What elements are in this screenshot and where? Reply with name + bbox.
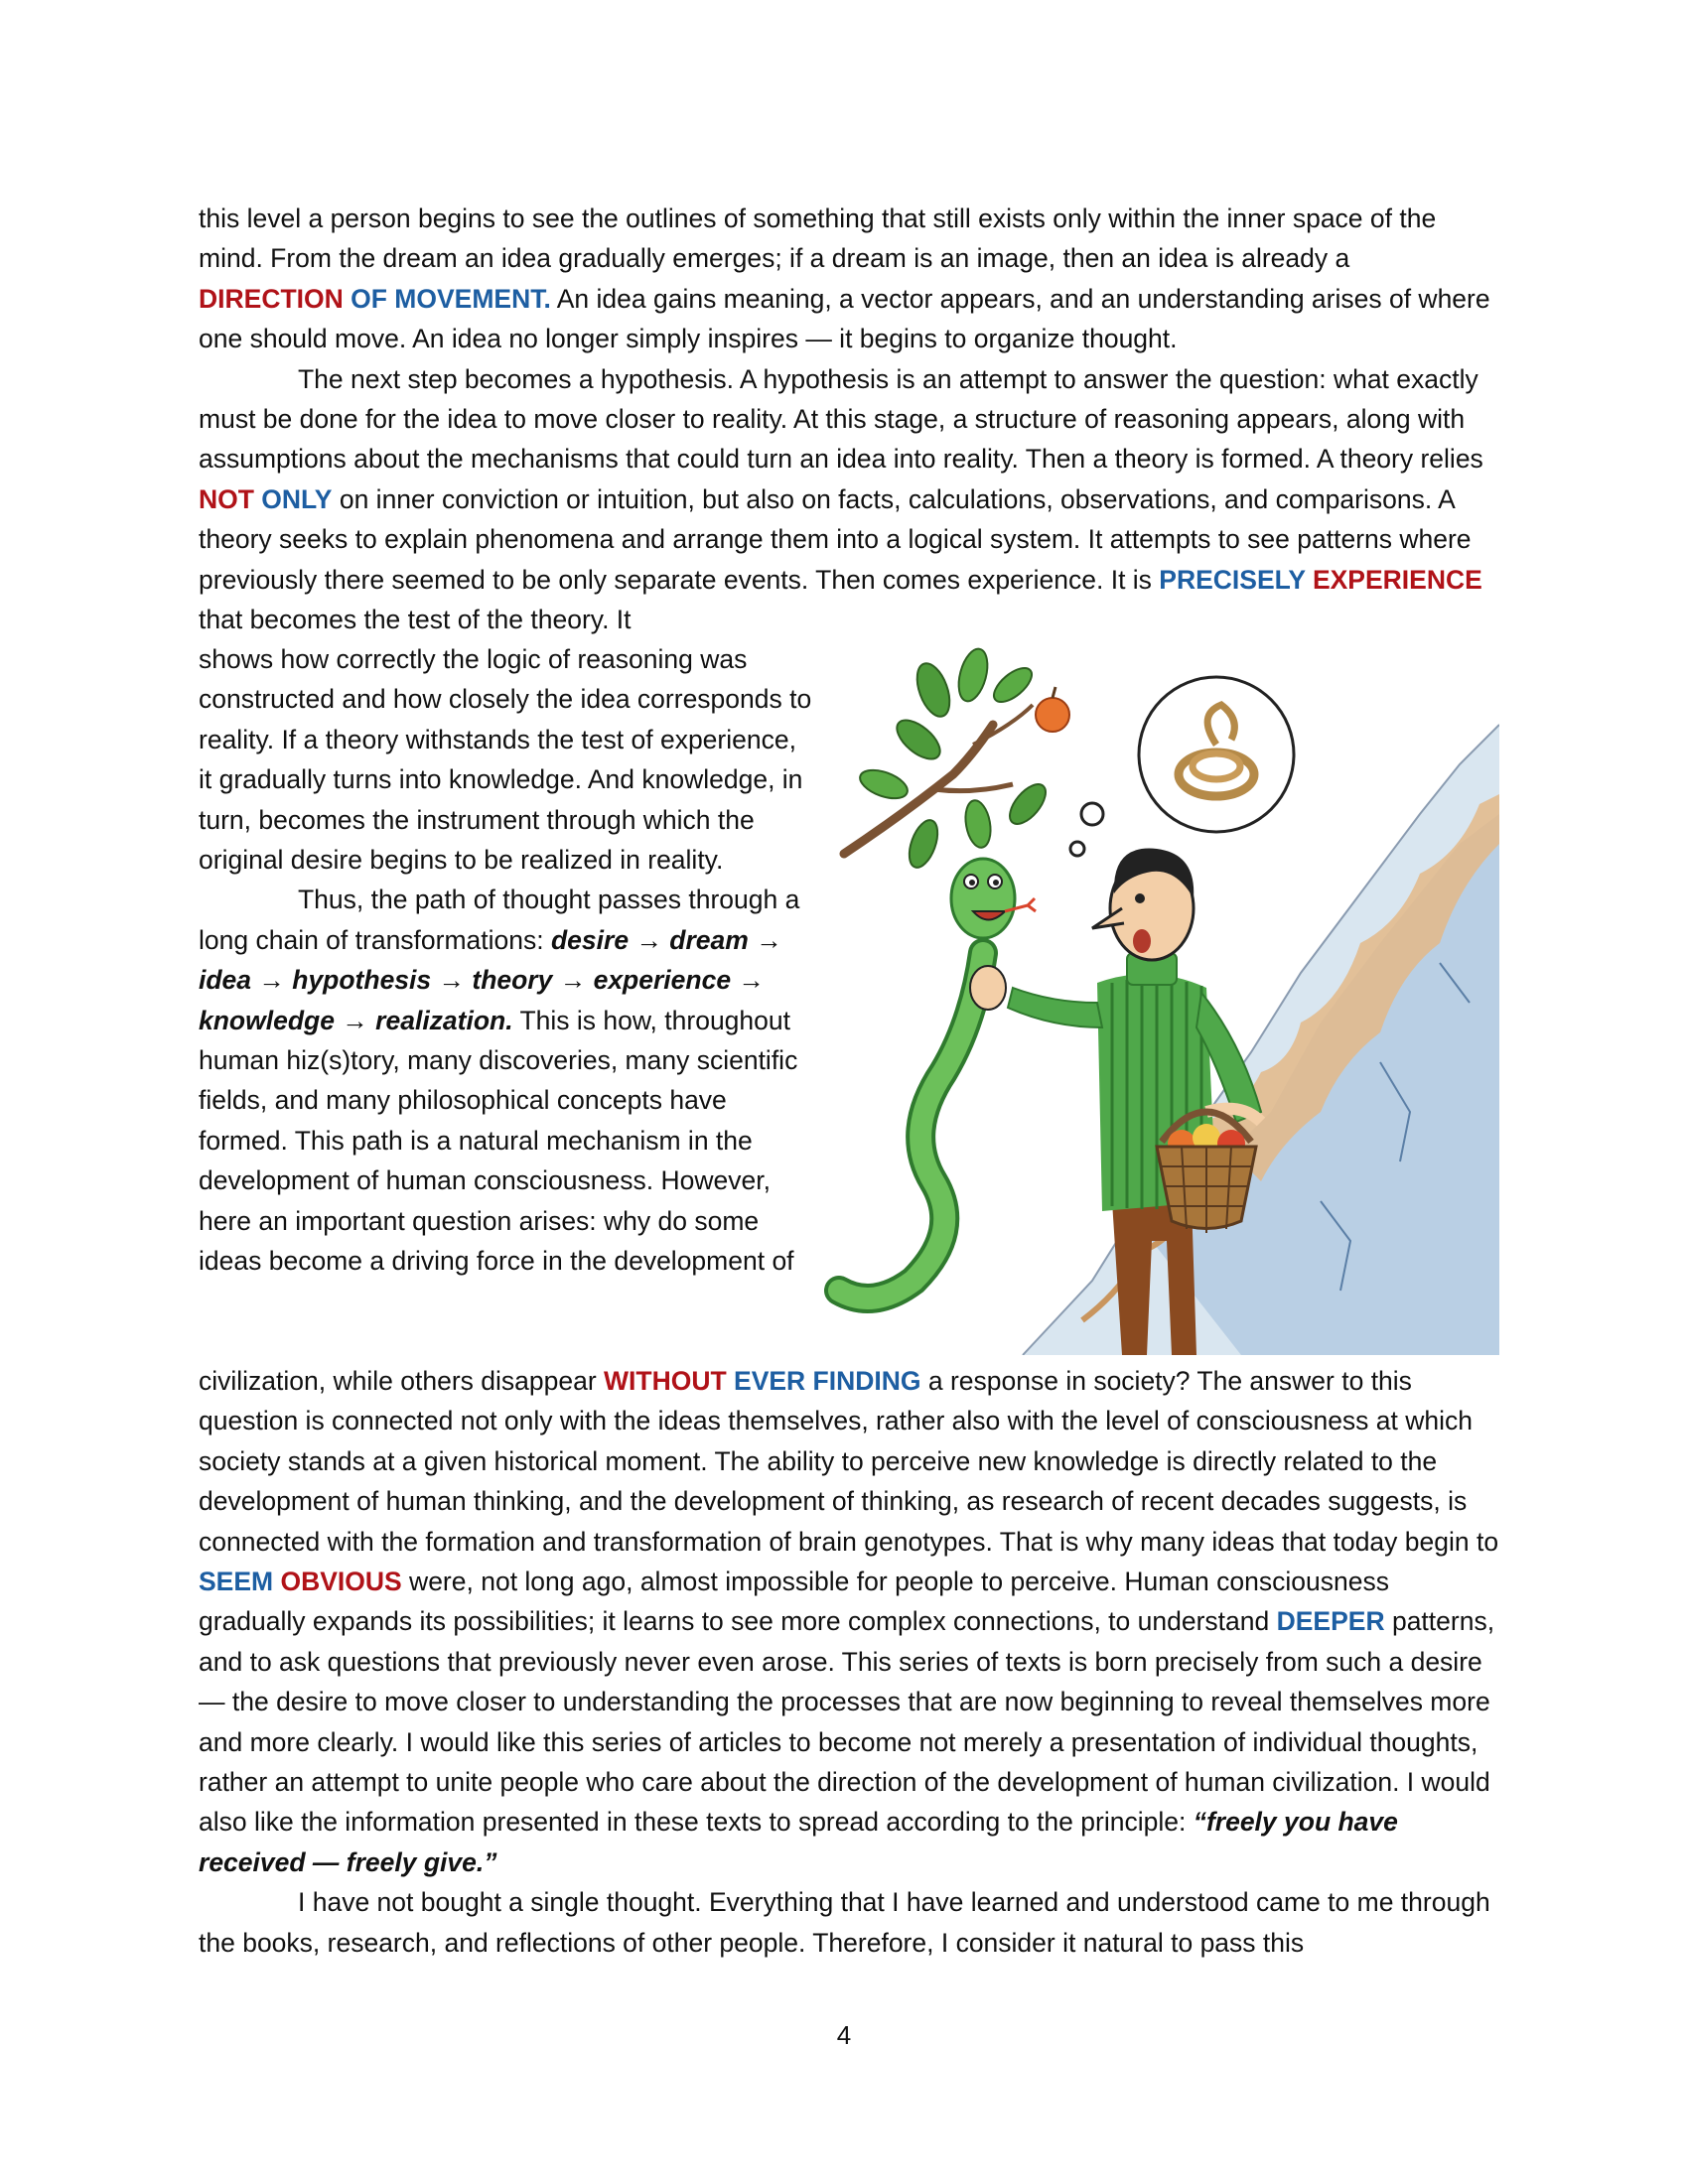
paragraph-4: I have not bought a single thought. Everything that I have learned and understood came to me through the books, research, and reflections of other people. Therefore, I consider it natural to pass this bbox=[199, 1887, 1490, 1958]
paragraph-2-continued: shows how correctly the logic of reasoning was constructed and how closely the idea corresponds to reality. If a theory withstands the test of experience, it gradually turns into knowledge. And knowledge, in turn, becomes the instrument through which the original desire begins to be realized in reality. bbox=[199, 644, 812, 876]
highlight-of-movement: OF MOVEMENT. bbox=[343, 283, 551, 314]
highlight-direction: DIRECTION bbox=[199, 283, 344, 314]
paragraph-3: Thus, the path of thought passes through a long chain of transformations: desire → dream → idea → hypothesis → theory → experience → knowledge → realization. This is how, throughout human hiz(s)tory, many discoveries, many scientific fields, and many philosophical concepts have formed. This path is a natural mechanism in the development of human consciousness. However, here an important question arises: why do some ideas become a driving force in the development of bbox=[199, 885, 800, 1277]
highlight-experience: EXPERIENCE bbox=[1305, 564, 1482, 595]
highlight-without: WITHOUT bbox=[604, 1366, 727, 1396]
highlight-ever-finding: EVER FINDING bbox=[726, 1366, 921, 1396]
quote: “freely you have received — freely give.” bbox=[199, 1807, 1398, 1877]
page-number: 4 bbox=[836, 2020, 852, 2050]
transformation-chain: desire → dream → idea → hypothesis → theory → experience → knowledge → realization. bbox=[199, 924, 782, 1035]
text-block-upper bbox=[199, 199, 1499, 639]
highlight-obvious: OBVIOUS bbox=[273, 1567, 402, 1597]
highlight-not: NOT bbox=[199, 483, 254, 514]
paragraph-3-continued: civilization, while others disappear WITHOUT EVER FINDING a response in society? The answer to this question is connected not only with the ideas themselves, rather also with the level of consciousness at which society stands at a given historical moment. The ability to perceive new knowledge is directly related to the development of human thinking, and the development of thinking, as research of recent decades suggests, is connected with the formation and transformation of brain genotypes. That is why many ideas that today begin to SEEM OBVIOUS were, not long ago, almost impossible for people to perceive. Human consciousness gradually expands its possibilities; it learns to see more complex connections, to understand DEEPER patterns, and to ask questions that previously never even arose. This series of texts is born precisely from such a desire — the desire to move closer to understanding the processes that are now beginning to reveal themselves more and more clearly. I would like this series of articles to become not merely a presentation of individual thoughts, rather an attempt to unite people who care about the direction of the development of human civilization. I would also like the information presented in these texts to spread according to the principle: “freely you have received — freely give.” bbox=[199, 1366, 1499, 1877]
basket bbox=[1157, 1112, 1256, 1233]
illustration-man-snake-apple bbox=[824, 645, 1499, 1355]
paragraph-1: this level a person begins to see the outlines of something that still exists only within the inner space of the mind. From the dream an idea gradually emerges; if a dream is an image, then an idea is already a DIRECTION OF MOVEMENT. An idea gains meaning, a vector appears, and an understanding arises of where one should move. An idea no longer simply inspires — it begins to organize thought. bbox=[199, 204, 1490, 354]
highlight-deeper: DEEPER bbox=[1276, 1606, 1385, 1637]
paragraph-2: The next step becomes a hypothesis. A hypothesis is an attempt to answer the question: what exactly must be done for the idea to move closer to reality. At this stage, a structure of reasoning appears, along with assumptions about the mechanisms that could turn an idea into reality. Then a theory is formed. A theory relies NOT ONLY on inner conviction or intuition, but also on facts, calculations, observations, and comparisons. A theory seeks to explain phenomena and arrange them into a logical system. It attempts to see patterns where previously there seemed to be only separate events. Then comes experience. It is PRECISELY EXPERIENCE that becomes the test of the theory. It bbox=[199, 363, 1483, 635]
highlight-precisely: PRECISELY bbox=[1159, 564, 1306, 595]
text-block-wrapped-column bbox=[199, 639, 814, 1282]
highlight-seem: SEEM bbox=[199, 1567, 274, 1597]
apple-branch bbox=[844, 646, 1069, 872]
snake bbox=[839, 859, 1036, 1298]
text-block-lower bbox=[199, 1361, 1499, 1963]
thought-bubble bbox=[1070, 677, 1294, 856]
highlight-only: ONLY bbox=[253, 483, 333, 514]
